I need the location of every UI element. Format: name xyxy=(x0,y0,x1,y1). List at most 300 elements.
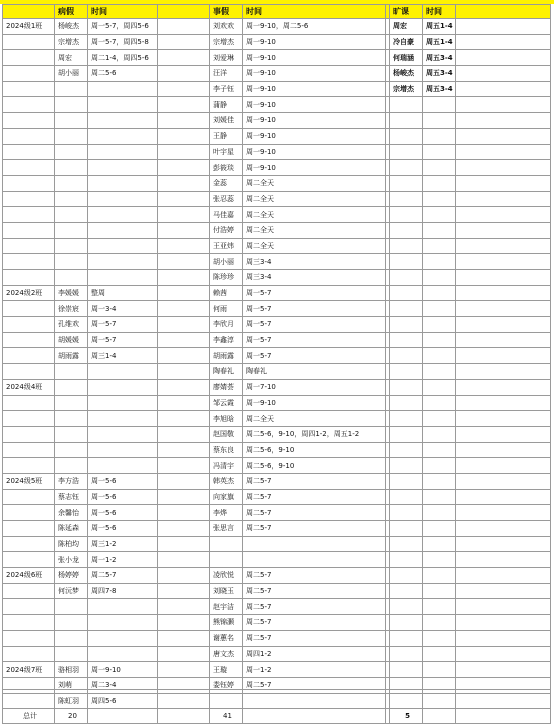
truancy-time-cell: 时间 xyxy=(423,5,456,19)
sick-leave-time-cell xyxy=(88,411,158,427)
sick-leave-time-cell xyxy=(88,270,158,286)
truancy-time-cell xyxy=(423,505,456,521)
spacer-cell xyxy=(158,270,210,286)
sick-leave-time-cell xyxy=(88,113,158,129)
extra-cell xyxy=(456,379,551,395)
personal-leave-time-cell: 周一5-7 xyxy=(243,348,386,364)
sick-leave-time-cell xyxy=(88,630,158,646)
extra-cell xyxy=(456,97,551,113)
sick-leave-name-cell xyxy=(55,144,88,160)
sick-leave-time-cell xyxy=(88,615,158,631)
personal-leave-time-cell: 周二5-7 xyxy=(243,505,386,521)
personal-leave-time-cell: 周二5-7 xyxy=(243,489,386,505)
truancy-time-cell: 周五1-4 xyxy=(423,19,456,35)
table-row xyxy=(3,630,551,646)
extra-cell xyxy=(456,709,551,724)
sick-leave-name-cell xyxy=(55,442,88,458)
personal-leave-time-cell: 周一9-10 xyxy=(243,66,386,82)
extra-cell xyxy=(456,160,551,176)
extra-cell xyxy=(456,34,551,50)
spacer-cell xyxy=(158,238,210,254)
personal-leave-time-cell: 周二5-7 xyxy=(243,615,386,631)
table-row xyxy=(3,301,551,317)
table-row xyxy=(3,583,551,599)
class-cell: 2024级1班 xyxy=(3,19,55,35)
truancy-name-cell xyxy=(390,222,423,238)
personal-leave-time-cell xyxy=(243,552,386,568)
personal-leave-time-cell: 周二全天 xyxy=(243,238,386,254)
table-row xyxy=(3,144,551,160)
personal-leave-time-cell: 周二全天 xyxy=(243,207,386,223)
class-cell: 2024级6班 xyxy=(3,568,55,584)
table-row xyxy=(3,473,551,489)
personal-leave-name-cell: 邹云霞 xyxy=(210,395,243,411)
extra-cell xyxy=(456,254,551,270)
personal-leave-time-cell: 周二5-7 xyxy=(243,630,386,646)
sick-leave-time-cell xyxy=(88,160,158,176)
personal-leave-name-cell: 凌欣悦 xyxy=(210,568,243,584)
class-cell xyxy=(3,5,55,19)
spacer-cell xyxy=(158,379,210,395)
truancy-name-cell xyxy=(390,489,423,505)
truancy-name-cell: 宗增杰 xyxy=(390,81,423,97)
table-row xyxy=(3,552,551,568)
sick-leave-name-cell: 宗增杰 xyxy=(55,34,88,50)
header-row xyxy=(3,5,551,19)
sick-leave-name-cell xyxy=(55,426,88,442)
personal-leave-time-cell: 陶春礼 xyxy=(243,364,386,380)
truancy-name-cell: 旷课 xyxy=(390,5,423,19)
personal-leave-time-cell xyxy=(243,709,386,724)
truancy-time-cell xyxy=(423,301,456,317)
spacer-cell xyxy=(158,128,210,144)
sick-leave-name-cell: 李方浩 xyxy=(55,473,88,489)
sick-leave-name-cell: 骆相羽 xyxy=(55,662,88,678)
class-cell xyxy=(3,254,55,270)
sick-leave-time-cell: 周二1-4，周四5-6 xyxy=(88,50,158,66)
table-row xyxy=(3,521,551,537)
personal-leave-name-cell: 李旭晗 xyxy=(210,411,243,427)
attendance-table xyxy=(2,4,551,724)
class-cell: 总计 xyxy=(3,709,55,724)
class-cell xyxy=(3,160,55,176)
class-cell: 2024级5班 xyxy=(3,473,55,489)
sick-leave-time-cell: 周一9-10 xyxy=(88,662,158,678)
sick-leave-time-cell xyxy=(88,709,158,724)
sick-leave-time-cell: 周一5-6 xyxy=(88,521,158,537)
spacer-cell xyxy=(158,473,210,489)
extra-cell xyxy=(456,646,551,662)
truancy-name-cell xyxy=(390,364,423,380)
class-cell xyxy=(3,646,55,662)
sick-leave-name-cell xyxy=(55,191,88,207)
spacer-cell xyxy=(158,191,210,207)
personal-leave-name-cell: 谢蕙名 xyxy=(210,630,243,646)
class-cell xyxy=(3,222,55,238)
table-row xyxy=(3,97,551,113)
truancy-time-cell xyxy=(423,317,456,333)
extra-cell xyxy=(456,442,551,458)
personal-leave-time-cell: 周一9-10 xyxy=(243,395,386,411)
truancy-name-cell: 5 xyxy=(390,709,423,724)
sick-leave-name-cell: 病假 xyxy=(55,5,88,19)
sick-leave-time-cell: 周三1-4 xyxy=(88,348,158,364)
personal-leave-time-cell: 周一7-10 xyxy=(243,379,386,395)
class-cell xyxy=(3,521,55,537)
class-cell xyxy=(3,395,55,411)
personal-leave-time-cell: 周一5-7 xyxy=(243,332,386,348)
truancy-name-cell xyxy=(390,254,423,270)
table-row xyxy=(3,615,551,631)
personal-leave-name-cell: 金蕊 xyxy=(210,175,243,191)
personal-leave-time-cell: 时间 xyxy=(243,5,386,19)
personal-leave-time-cell: 周二5-7 xyxy=(243,677,386,693)
table-row xyxy=(3,317,551,333)
spacer-cell xyxy=(158,97,210,113)
sick-leave-name-cell xyxy=(55,81,88,97)
spacer-cell xyxy=(158,646,210,662)
table-row xyxy=(3,379,551,395)
class-cell xyxy=(3,599,55,615)
sick-leave-name-cell xyxy=(55,160,88,176)
truancy-name-cell xyxy=(390,458,423,474)
personal-leave-time-cell: 周一9-10 xyxy=(243,34,386,50)
table-row xyxy=(3,128,551,144)
personal-leave-name-cell: 赵宇洁 xyxy=(210,599,243,615)
personal-leave-name-cell: 娄钰婷 xyxy=(210,677,243,693)
personal-leave-time-cell: 周一9-10 xyxy=(243,160,386,176)
sick-leave-name-cell: 胡媛媛 xyxy=(55,332,88,348)
sick-leave-name-cell: 陈延森 xyxy=(55,521,88,537)
sick-leave-name-cell xyxy=(55,379,88,395)
sick-leave-time-cell xyxy=(88,222,158,238)
sick-leave-time-cell: 周一1-2 xyxy=(88,552,158,568)
table-bottom-border xyxy=(2,689,550,690)
personal-leave-name-cell: 41 xyxy=(210,709,243,724)
spacer-cell xyxy=(158,505,210,521)
table-row xyxy=(3,411,551,427)
class-cell xyxy=(3,317,55,333)
extra-cell xyxy=(456,144,551,160)
sick-leave-name-cell xyxy=(55,615,88,631)
personal-leave-name-cell: 李鑫淳 xyxy=(210,332,243,348)
personal-leave-name-cell: 张忍蕊 xyxy=(210,191,243,207)
personal-leave-name-cell: 冯清宇 xyxy=(210,458,243,474)
truancy-name-cell xyxy=(390,97,423,113)
spacer-cell xyxy=(158,348,210,364)
personal-leave-time-cell: 周一9-10 xyxy=(243,144,386,160)
truancy-time-cell xyxy=(423,379,456,395)
extra-cell xyxy=(456,615,551,631)
table-row xyxy=(3,285,551,301)
spacer-cell xyxy=(158,693,210,709)
sick-leave-name-cell: 余馨怡 xyxy=(55,505,88,521)
spacer-cell xyxy=(158,599,210,615)
class-cell xyxy=(3,34,55,50)
sick-leave-name-cell: 胡雨露 xyxy=(55,348,88,364)
truancy-name-cell: 冷自豪 xyxy=(390,34,423,50)
table-row xyxy=(3,348,551,364)
truancy-time-cell xyxy=(423,521,456,537)
truancy-time-cell xyxy=(423,442,456,458)
spacer-cell xyxy=(158,615,210,631)
personal-leave-time-cell: 周二5-6，9-10，周四1-2，周五1-2 xyxy=(243,426,386,442)
personal-leave-name-cell: 陶春礼 xyxy=(210,364,243,380)
sick-leave-time-cell: 周一5-7 xyxy=(88,317,158,333)
sick-leave-time-cell: 周四7-8 xyxy=(88,583,158,599)
personal-leave-name-cell: 刘晓玉 xyxy=(210,583,243,599)
table-row xyxy=(3,693,551,709)
truancy-time-cell xyxy=(423,144,456,160)
class-cell: 2024级7班 xyxy=(3,662,55,678)
truancy-name-cell xyxy=(390,505,423,521)
class-cell xyxy=(3,442,55,458)
extra-cell xyxy=(456,5,551,19)
truancy-time-cell: 周五3-4 xyxy=(423,50,456,66)
personal-leave-time-cell: 周三3-4 xyxy=(243,270,386,286)
truancy-time-cell xyxy=(423,113,456,129)
table-row xyxy=(3,662,551,678)
truancy-name-cell xyxy=(390,270,423,286)
spacer-cell xyxy=(158,521,210,537)
extra-cell xyxy=(456,270,551,286)
personal-leave-time-cell: 周二全天 xyxy=(243,222,386,238)
truancy-time-cell xyxy=(423,583,456,599)
truancy-name-cell xyxy=(390,536,423,552)
extra-cell xyxy=(456,66,551,82)
sick-leave-time-cell: 周一5-6 xyxy=(88,505,158,521)
personal-leave-name-cell: 刘欢欢 xyxy=(210,19,243,35)
truancy-time-cell xyxy=(423,599,456,615)
sick-leave-time-cell: 整周 xyxy=(88,285,158,301)
table-row xyxy=(3,34,551,50)
sick-leave-name-cell: 陈虹羽 xyxy=(55,693,88,709)
sick-leave-name-cell xyxy=(55,364,88,380)
sick-leave-name-cell: 杨婷婷 xyxy=(55,568,88,584)
personal-leave-time-cell xyxy=(243,693,386,709)
sick-leave-name-cell xyxy=(55,175,88,191)
extra-cell xyxy=(456,301,551,317)
class-cell xyxy=(3,489,55,505)
table-row xyxy=(3,50,551,66)
extra-cell xyxy=(456,81,551,97)
personal-leave-name-cell: 赖茜 xyxy=(210,285,243,301)
table-row xyxy=(3,81,551,97)
truancy-name-cell xyxy=(390,238,423,254)
sick-leave-time-cell xyxy=(88,207,158,223)
sick-leave-time-cell: 周二3-4 xyxy=(88,677,158,693)
sick-leave-time-cell: 周一5-7，周四5-6 xyxy=(88,19,158,35)
truancy-time-cell xyxy=(423,709,456,724)
truancy-time-cell xyxy=(423,191,456,207)
sick-leave-time-cell xyxy=(88,254,158,270)
personal-leave-name-cell xyxy=(210,536,243,552)
truancy-name-cell xyxy=(390,630,423,646)
personal-leave-time-cell: 周一9-10 xyxy=(243,128,386,144)
table-row xyxy=(3,207,551,223)
sick-leave-name-cell: 陈柏均 xyxy=(55,536,88,552)
truancy-time-cell xyxy=(423,662,456,678)
sick-leave-time-cell: 周二5-7 xyxy=(88,568,158,584)
personal-leave-name-cell: 事假 xyxy=(210,5,243,19)
spacer-cell xyxy=(158,442,210,458)
spacer-cell xyxy=(158,207,210,223)
class-cell xyxy=(3,238,55,254)
truancy-time-cell: 周五3-4 xyxy=(423,66,456,82)
personal-leave-time-cell: 周一9-10 xyxy=(243,81,386,97)
spacer-cell xyxy=(158,568,210,584)
extra-cell xyxy=(456,19,551,35)
sick-leave-name-cell xyxy=(55,646,88,662)
class-cell xyxy=(3,66,55,82)
class-cell xyxy=(3,144,55,160)
truancy-time-cell xyxy=(423,411,456,427)
spacer-cell xyxy=(158,19,210,35)
class-cell xyxy=(3,630,55,646)
truancy-name-cell xyxy=(390,285,423,301)
sick-leave-time-cell: 周二5-6 xyxy=(88,66,158,82)
table-row xyxy=(3,426,551,442)
personal-leave-name-cell: 刘媛佳 xyxy=(210,113,243,129)
personal-leave-name-cell: 蔡东良 xyxy=(210,442,243,458)
truancy-name-cell xyxy=(390,191,423,207)
truancy-name-cell xyxy=(390,128,423,144)
class-cell xyxy=(3,207,55,223)
spacer-cell xyxy=(158,175,210,191)
personal-leave-name-cell: 汪洋 xyxy=(210,66,243,82)
spacer-cell xyxy=(158,160,210,176)
class-cell xyxy=(3,348,55,364)
table-row xyxy=(3,332,551,348)
truancy-time-cell xyxy=(423,128,456,144)
truancy-name-cell xyxy=(390,160,423,176)
sick-leave-name-cell xyxy=(55,113,88,129)
personal-leave-time-cell: 周二5-7 xyxy=(243,583,386,599)
personal-leave-time-cell: 周二5-7 xyxy=(243,568,386,584)
spacer-cell xyxy=(158,34,210,50)
truancy-name-cell xyxy=(390,144,423,160)
sick-leave-name-cell xyxy=(55,222,88,238)
sick-leave-time-cell xyxy=(88,128,158,144)
truancy-time-cell xyxy=(423,348,456,364)
extra-cell xyxy=(456,473,551,489)
sick-leave-name-cell: 徐崇宸 xyxy=(55,301,88,317)
spacer-cell xyxy=(158,583,210,599)
sick-leave-time-cell xyxy=(88,81,158,97)
truancy-name-cell xyxy=(390,662,423,678)
class-cell xyxy=(3,50,55,66)
truancy-time-cell xyxy=(423,552,456,568)
extra-cell xyxy=(456,175,551,191)
class-cell: 2024级2班 xyxy=(3,285,55,301)
extra-cell xyxy=(456,599,551,615)
truancy-name-cell xyxy=(390,599,423,615)
sick-leave-name-cell xyxy=(55,395,88,411)
totals-row xyxy=(3,709,551,724)
sick-leave-name-cell xyxy=(55,207,88,223)
truancy-time-cell xyxy=(423,489,456,505)
extra-cell xyxy=(456,395,551,411)
sick-leave-name-cell: 20 xyxy=(55,709,88,724)
personal-leave-name-cell: 叶宇星 xyxy=(210,144,243,160)
table-row xyxy=(3,270,551,286)
extra-cell xyxy=(456,348,551,364)
personal-leave-name-cell: 唐文杰 xyxy=(210,646,243,662)
table-row xyxy=(3,254,551,270)
truancy-name-cell xyxy=(390,473,423,489)
spacer-cell xyxy=(158,552,210,568)
personal-leave-name-cell xyxy=(210,552,243,568)
sick-leave-time-cell: 周一5-7 xyxy=(88,332,158,348)
personal-leave-time-cell: 周二5-6，9-10 xyxy=(243,442,386,458)
personal-leave-name-cell: 彭筱琰 xyxy=(210,160,243,176)
extra-cell xyxy=(456,285,551,301)
table-row xyxy=(3,442,551,458)
class-cell xyxy=(3,536,55,552)
class-cell xyxy=(3,175,55,191)
sick-leave-name-cell: 孔维欢 xyxy=(55,317,88,333)
truancy-name-cell xyxy=(390,301,423,317)
extra-cell xyxy=(456,521,551,537)
personal-leave-time-cell: 周二5-6，9-10 xyxy=(243,458,386,474)
personal-leave-time-cell: 周二5-7 xyxy=(243,521,386,537)
personal-leave-name-cell: 李子钰 xyxy=(210,81,243,97)
extra-cell xyxy=(456,568,551,584)
extra-cell xyxy=(456,113,551,129)
extra-cell xyxy=(456,458,551,474)
truancy-time-cell xyxy=(423,473,456,489)
table-row xyxy=(3,505,551,521)
truancy-name-cell xyxy=(390,411,423,427)
personal-leave-time-cell: 周一1-2 xyxy=(243,662,386,678)
extra-cell xyxy=(456,364,551,380)
extra-cell xyxy=(456,630,551,646)
personal-leave-name-cell: 蒲静 xyxy=(210,97,243,113)
personal-leave-name-cell: 李烨 xyxy=(210,505,243,521)
sick-leave-time-cell xyxy=(88,364,158,380)
extra-cell xyxy=(456,552,551,568)
table-row xyxy=(3,113,551,129)
personal-leave-name-cell: 熊锦灏 xyxy=(210,615,243,631)
sick-leave-time-cell: 周一5-6 xyxy=(88,473,158,489)
personal-leave-name-cell: 付浩婷 xyxy=(210,222,243,238)
truancy-time-cell xyxy=(423,207,456,223)
spacer-cell xyxy=(158,662,210,678)
truancy-time-cell xyxy=(423,97,456,113)
class-cell xyxy=(3,552,55,568)
class-cell xyxy=(3,97,55,113)
personal-leave-name-cell: 廖婧荟 xyxy=(210,379,243,395)
truancy-time-cell xyxy=(423,693,456,709)
class-cell xyxy=(3,270,55,286)
personal-leave-name-cell: 向家旗 xyxy=(210,489,243,505)
personal-leave-time-cell: 周二全天 xyxy=(243,411,386,427)
personal-leave-name-cell: 宗增杰 xyxy=(210,34,243,50)
table-row xyxy=(3,19,551,35)
class-cell xyxy=(3,615,55,631)
class-cell xyxy=(3,505,55,521)
personal-leave-name-cell: 韩英杰 xyxy=(210,473,243,489)
table-row xyxy=(3,599,551,615)
table-row xyxy=(3,66,551,82)
truancy-name-cell xyxy=(390,583,423,599)
personal-leave-name-cell: 何雨 xyxy=(210,301,243,317)
spacer-cell xyxy=(158,301,210,317)
spacer-cell xyxy=(158,458,210,474)
table-row xyxy=(3,160,551,176)
extra-cell xyxy=(456,222,551,238)
truancy-time-cell xyxy=(423,395,456,411)
